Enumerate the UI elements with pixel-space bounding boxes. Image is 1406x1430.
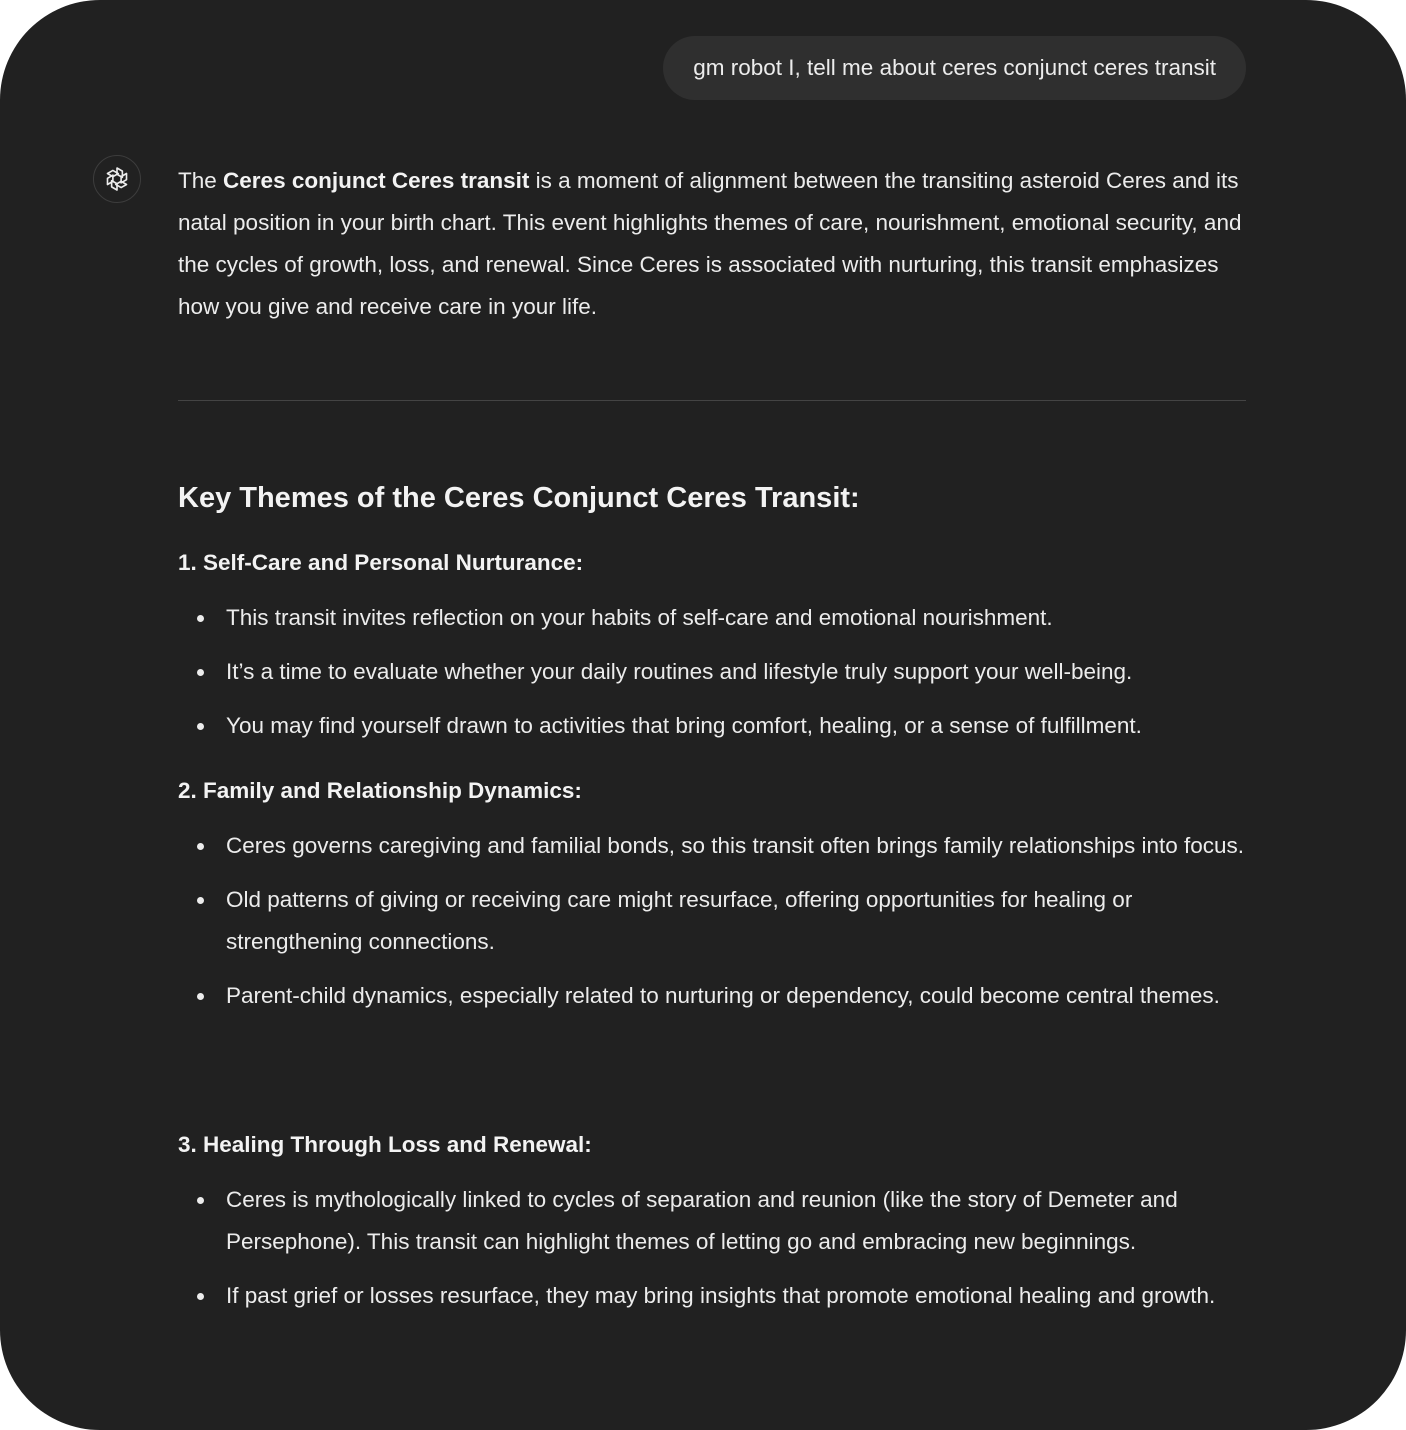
user-message-bubble (663, 36, 1246, 100)
intro-bold-term: Ceres conjunct Ceres transit (223, 168, 530, 193)
list-item: Old patterns of giving or receiving care might resurface, offering opportunities for healing or strengthening connections. (178, 879, 1248, 963)
theme-block-1 (178, 541, 1248, 747)
list-item: You may find yourself drawn to activities that bring comfort, healing, or a sense of fulfillment. (178, 705, 1248, 747)
theme-heading: 2. Family and Relationship Dynamics: (178, 778, 582, 803)
assistant-intro-paragraph (178, 160, 1248, 328)
list-item: It’s a time to evaluate whether your daily routines and lifestyle truly support your well-being. (178, 651, 1248, 693)
list-item: Ceres is mythologically linked to cycles of separation and reunion (like the story of Demeter and Persephone). This transit can highlight themes of letting go and embracing new beginnings. (178, 1179, 1248, 1263)
intro-suffix: is a moment of alignment between the transiting asteroid Ceres and its natal position in your birth chart. This event highlights themes of care, nourishment, emotional security, and the cycles of growth, loss, and renewal. Since Ceres is associated with nurturing, this transit emphasizes how you give and receive care in your life. (178, 168, 1242, 319)
theme-bullet-list (178, 1179, 1248, 1317)
list-item: Parent-child dynamics, especially related to nurturing or dependency, could become central themes. (178, 975, 1248, 1017)
theme-bullet-list (178, 825, 1248, 1017)
intro-prefix: The (178, 168, 224, 193)
divider (178, 400, 1246, 401)
theme-heading: 1. Self-Care and Personal Nurturance: (178, 550, 584, 575)
user-message-text: gm robot I, tell me about ceres conjunct ceres transit (693, 55, 1216, 80)
list-item: This transit invites reflection on your habits of self-care and emotional nourishment. (178, 597, 1248, 639)
list-item: Ceres governs caregiving and familial bonds, so this transit often brings family relationships into focus. (178, 825, 1248, 867)
section-heading: Key Themes of the Ceres Conjunct Ceres Transit: (178, 482, 860, 514)
theme-block-3 (178, 1123, 1248, 1317)
theme-block-2 (178, 769, 1248, 1017)
theme-heading: 3. Healing Through Loss and Renewal: (178, 1132, 592, 1157)
list-item: If past grief or losses resurface, they may bring insights that promote emotional healing and growth. (178, 1275, 1248, 1317)
theme-bullet-list (178, 597, 1248, 747)
openai-logo-icon (93, 155, 141, 203)
